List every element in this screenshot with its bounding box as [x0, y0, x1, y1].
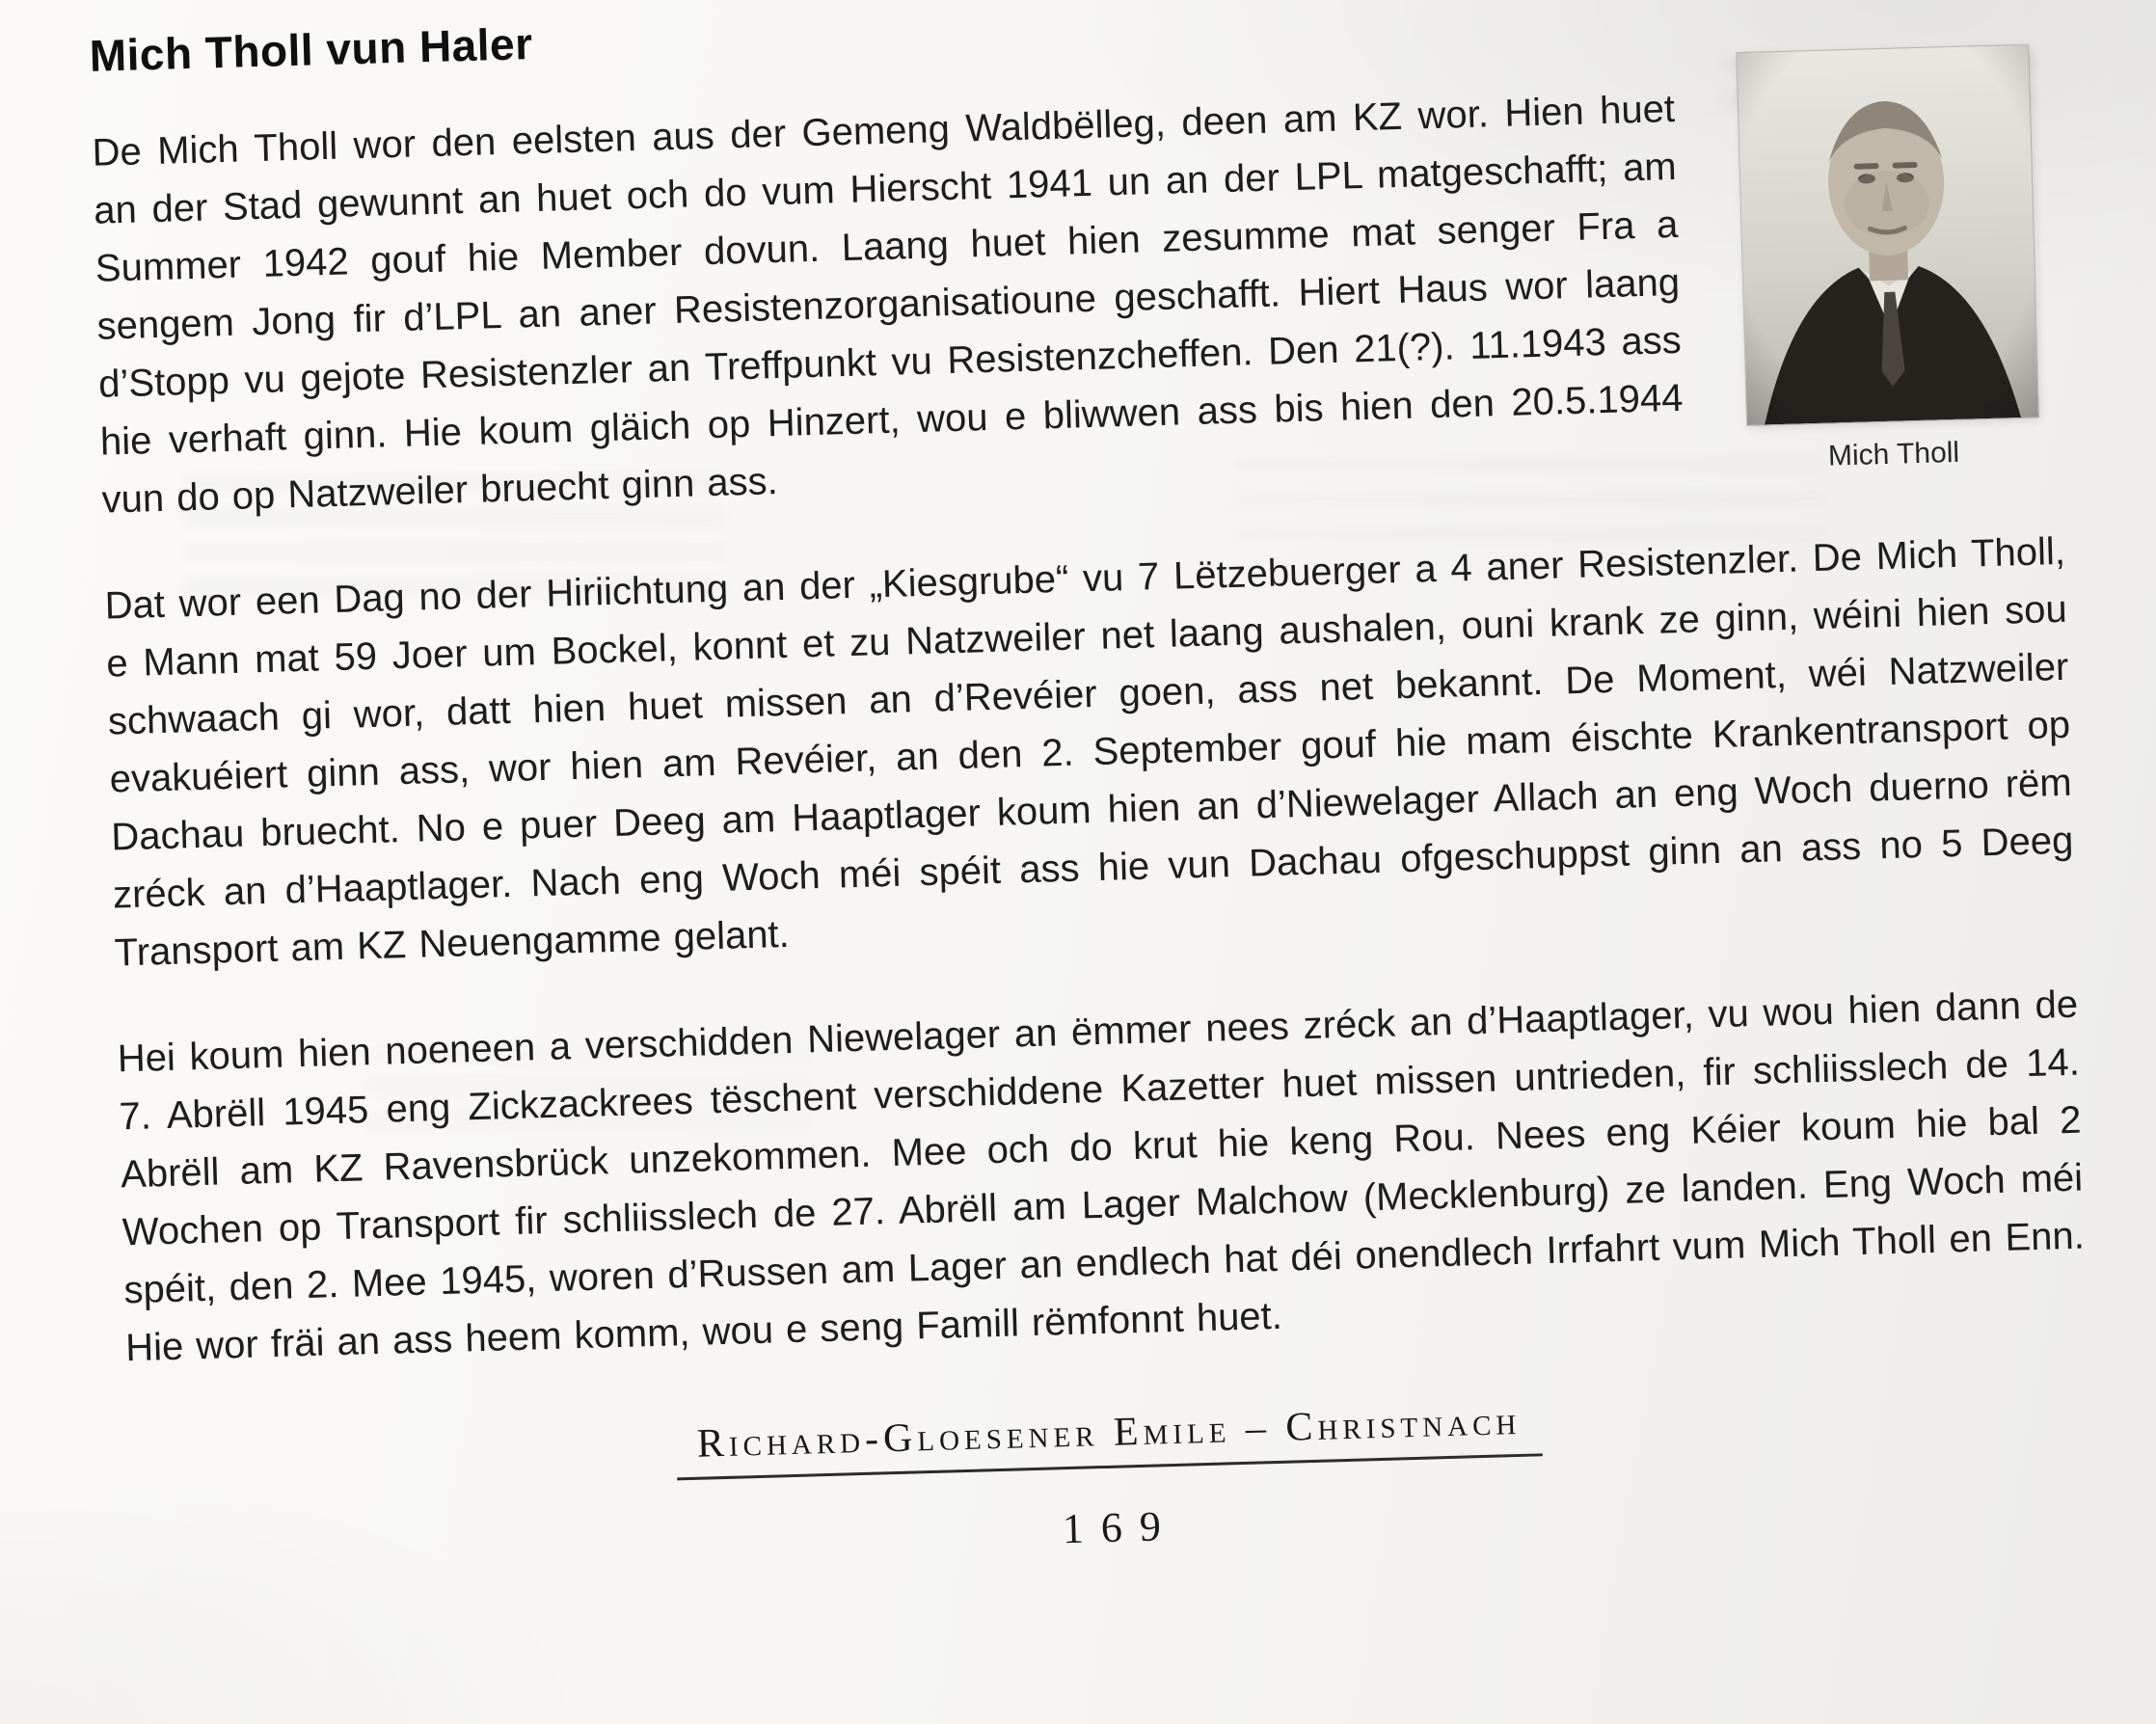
paragraph: Dat wor een Dag no der Hiriichtung an der „Kiesgrube“ vu 7 Lëtzebuerger a 4 aner Resistenzler. De Mich Tholl, e Mann mat 59 Joer um Bockel, konnt et zu Natzweiler net laang aushalen, ouni krank ze ginn, wéini hien sou schwaach gi wor, datt hien huet missen an d’Revéier goen, ass net bekannt. De Moment, wéi Natzweiler evakuéiert ginn ass, wor hien am Revéier, an den 2. September gouf hie mam éischte Krankentransport op Dachau bruecht. No e puer Deeg am Haaptlager koum hien an d’Niewelager Allach an eng Woch duerno rëm zréck an d’Haaptlager. Nach eng Woch méi spéit ass hie vun Dachau ofgeschuppst ginn an ass no 5 Deeg Transport am KZ Neuengamme gelant.: [104, 529, 2074, 975]
portrait-figure: [1737, 45, 2039, 475]
paragraph: De Mich Tholl wor den eelsten aus der Gemeng Waldbëlleg, deen am KZ wor. Hien huet an der Stad gewunnt an huet och do vum Hierscht 1941 un an der LPL matgeschafft; am Summer 1942 gouf hie Member dovun. Laang huet hien zesumme mat senger Fra a sengem Jong fir d’LPL an aner Resistenzorganisatioune geschafft. Hiert Haus wor laang d’Stopp vu gejote Resistenzler an Treffpunkt vu Resistenzcheffen. Den 21(?). 11.1943 ass hie verhaft ginn. Hie koum gläich op Hinzert, wou e bliwwen ass bis hien den 20.5.1944 vun do op Natzweiler bruecht ginn ass.: [91, 87, 1684, 522]
attribution-row: [128, 1382, 2090, 1495]
page-title: Mich Tholl vun Haler: [89, 17, 534, 81]
page-content: [89, 0, 2092, 1579]
attribution: Richard-Gloesener Emile – Christnach: [675, 1397, 1543, 1480]
paragraph: Hei koum hien noeneen a verschidden Niewelager an ëmmer nees zréck an d’Haaptlager, vu wou hien dann de 7. Abrëll 1945 eng Zickzackrees tëschent verschiddene Kazetter huet missen untrieden, fir schliisslech de 14. Abrëll am KZ Ravensbrück unzekommen. Mee och do krut hie keng Rou. Nees eng Kéier koum hie bal 2 Wochen op Transport fir schliisslech de 27. Abrëll am Lager Malchow (Mecklenburg) ze landen. Eng Woch méi spéit, den 2. Mee 1945, woren d’Russen am Lager an endlech hat déi onendlech Irrfahrt vum Mich Tholl en Enn. Hie wor fräi an ass heem komm, wou e seng Famill rëmfonnt huet.: [117, 983, 2086, 1370]
page-number: 169: [1062, 1501, 1179, 1553]
portrait-photo-graphic: [1737, 45, 2038, 425]
portrait-photo: [1737, 45, 2038, 425]
portrait-caption: Mich Tholl: [1827, 436, 1960, 472]
